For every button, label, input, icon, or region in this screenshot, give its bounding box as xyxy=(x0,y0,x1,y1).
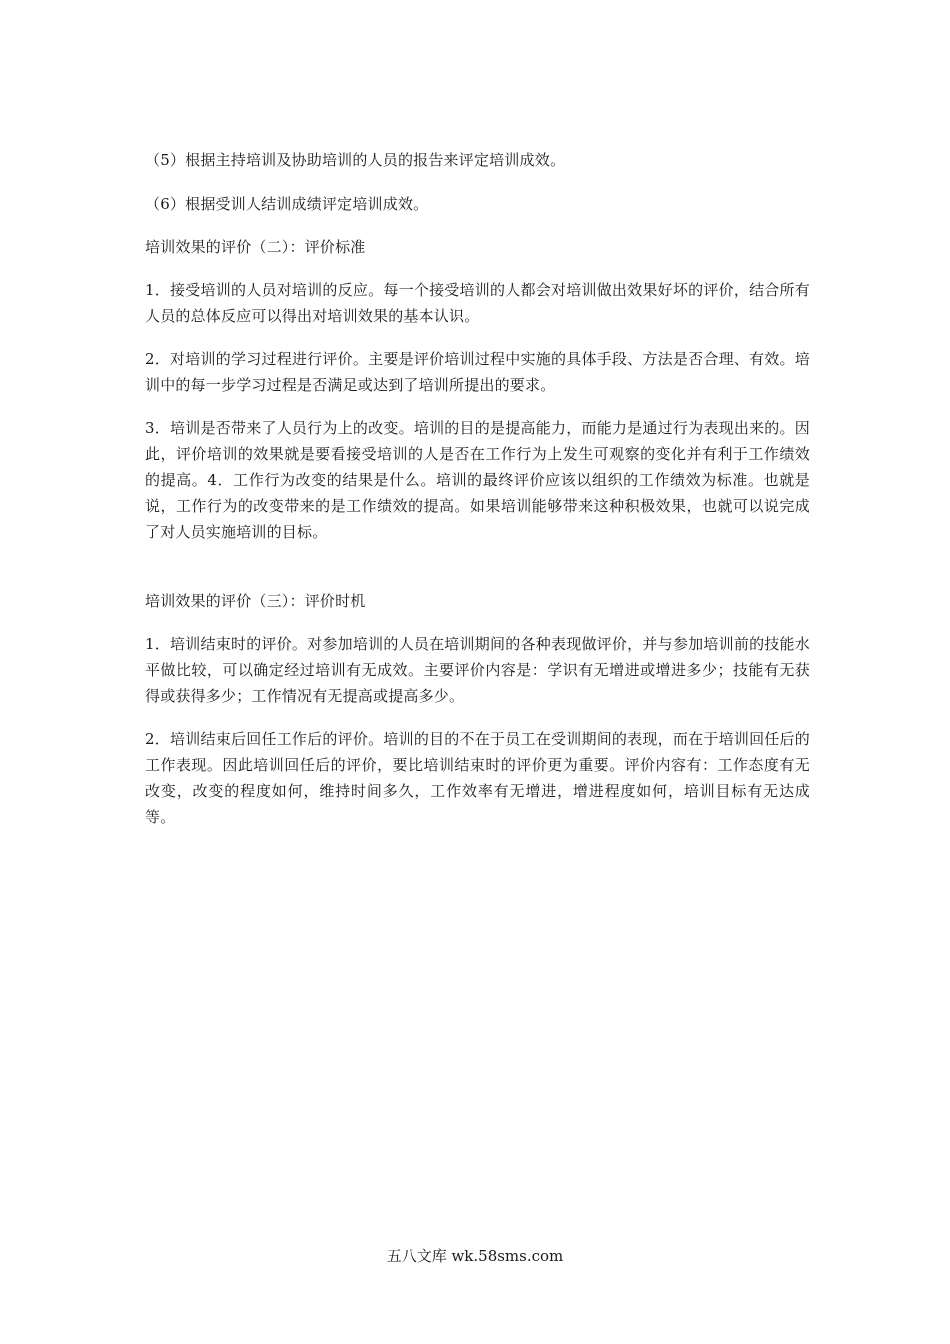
page-footer: 五八文库 wk.58sms.com xyxy=(386,1247,564,1265)
paragraph-criteria-1: 1．接受培训的人员对培训的反应。每一个接受培训的人都会对培训做出效果好坏的评价，结合所有人员的总体反应可以得出对培训效果的基本认识。 xyxy=(145,281,810,325)
paragraph-item-5: （5）根据主持培训及协助培训的人员的报告来评定培训成效。 xyxy=(145,151,566,169)
paragraph-criteria-3-4: 3．培训是否带来了人员行为上的改变。培训的目的是提高能力，而能力是通过行为表现出来的。因此，评价培训的效果就是要看接受培训的人是否在工作行为上发生可观察的变化并有利于工作绩效的提高。4．工作行为改变的结果是什么。培训的最终评价应该以组织的工作绩效为标准。也就是说，工作行为的改变带来的是工作绩效的提高。如果培训能够带来这种积极效果，也就可以说完成了对人员实施培训的目标。 xyxy=(145,419,810,541)
paragraph-timing-1: 1．培训结束时的评价。对参加培训的人员在培训期间的各种表现做评价，并与参加培训前的技能水平做比较，可以确定经过培训有无成效。主要评价内容是：学识有无增进或增进多少；技能有无获得或获得多少；工作情况有无提高或提高多少。 xyxy=(145,635,810,705)
paragraph-timing-2: 2．培训结束后回任工作后的评价。培训的目的不在于员工在受训期间的表现，而在于培训回任后的工作表现。因此培训回任后的评价，要比培训结束时的评价更为重要。评价内容有：工作态度有无改变，改变的程度如何，维持时间多久，工作效率有无增进，增进程度如何，培训目标有无达成等。 xyxy=(145,730,810,826)
document-body xyxy=(145,147,810,830)
section-heading-criteria: 培训效果的评价（二）：评价标准 xyxy=(145,238,366,256)
paragraph-criteria-2: 2．对培训的学习过程进行评价。主要是评价培训过程中实施的具体手段、方法是否合理、有效。培训中的每一步学习过程是否满足或达到了培训所提出的要求。 xyxy=(145,350,810,394)
paragraph-item-6: （6）根据受训人结训成绩评定培训成效。 xyxy=(145,195,429,213)
section-heading-timing: 培训效果的评价（三）：评价时机 xyxy=(145,592,366,610)
